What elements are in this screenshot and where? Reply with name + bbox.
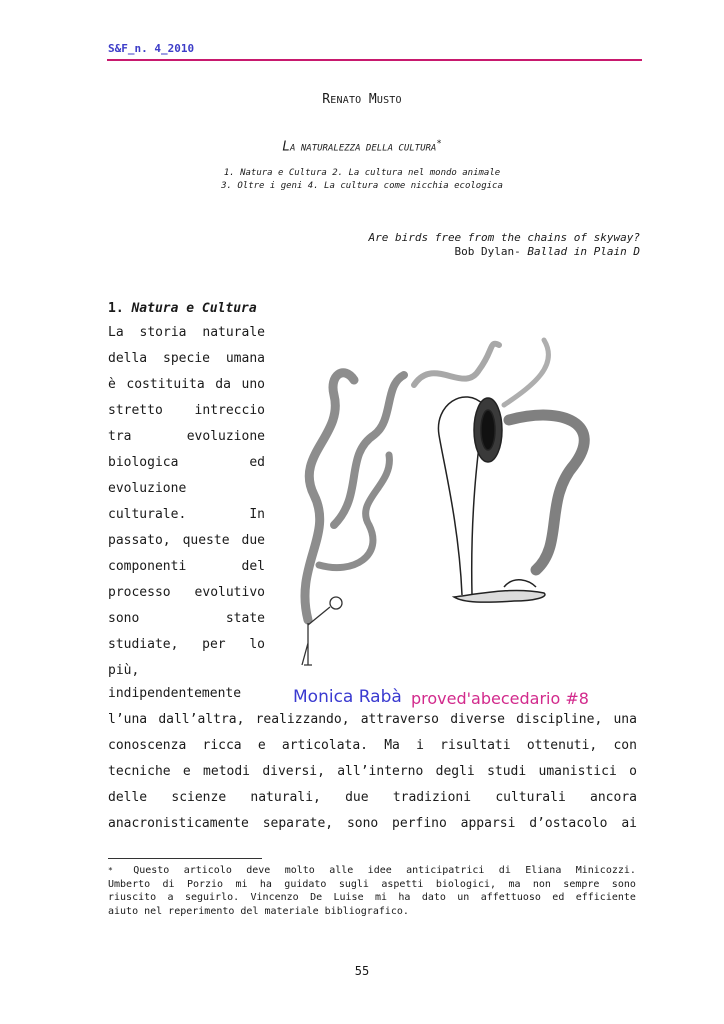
text-line [108,611,265,631]
word: De [310,892,323,903]
word: mi [235,878,248,890]
word: processo [108,585,171,600]
word: studiate, [108,637,179,652]
word: i [416,738,424,753]
page-number: 55 [354,964,370,978]
word: biologica [108,455,179,470]
word: Questo [133,865,170,876]
word: risultati [440,738,511,753]
word: più, [108,663,140,678]
word: e [182,764,191,779]
footnote-line [108,864,636,878]
word: sono [108,611,140,626]
word: bibliografico. [324,905,409,917]
footnote-mark: * [108,866,113,875]
word: tradizioni [392,790,472,805]
word: mi [374,892,388,903]
table-of-contents-line: 3. Oltre i geni 4. La cultura come nicchia ecologica [221,181,503,191]
word: indipendentemente [108,686,242,701]
word: conoscenza [108,738,187,753]
word: dato [421,892,446,903]
table-of-contents-line: 1. Natura e Cultura 2. La cultura nel mondo animale [223,168,501,178]
word: tecniche [108,764,171,779]
author-last-name: USTO [376,95,402,106]
artwork-illustration [274,325,608,685]
word: Vincenzo [250,892,299,903]
word: alle [329,865,354,876]
section-number: 1. [108,301,124,316]
epigraph-work: Ballad in Plain D [527,245,640,258]
word: ottenuti, [526,738,598,753]
text-line [108,533,265,553]
word: specie [163,351,210,366]
word: un [457,892,470,903]
word: all’interno [337,764,424,779]
word: d’ostacolo [529,816,608,831]
word: è [108,377,116,392]
word: una [613,712,637,727]
word: ha [398,892,411,903]
word: non [532,878,551,890]
epigraph-attribution [455,245,640,258]
word: molto [284,865,315,876]
text-line [108,351,265,371]
word: naturale [202,325,265,340]
text-line [108,481,265,501]
word: della [108,351,148,366]
word: metodi [203,764,251,779]
word: ha [259,878,272,890]
word: passato, [108,533,171,548]
word: evoluzione [108,481,187,496]
funnel-opening [481,410,495,450]
author-initial-first: R [322,92,331,107]
word: La [108,325,124,340]
word: sono [346,816,379,831]
word: o [629,764,637,779]
footnote-line [108,905,636,919]
text-line [108,403,265,423]
text-line [108,738,637,758]
word: Umberto [108,878,151,890]
word: e [257,738,266,753]
word: ed [552,892,565,903]
title-footnote-mark: * [436,139,442,149]
word: dall’altra, [158,712,245,727]
text-line [108,325,265,345]
epigraph-quote: Are birds free from the chains of skyway? [368,231,640,244]
word: articolo [183,865,232,876]
header-rule [107,59,642,61]
word: apparsi [460,816,516,831]
word: con [613,738,637,753]
text-line [108,377,265,397]
epigraph-author: Bob Dylan- [454,245,528,258]
text-line [108,455,265,475]
text-line [108,429,265,449]
word: costituita [126,377,205,392]
word: storia [139,325,187,340]
word: delle [108,790,148,805]
text-line [108,637,265,657]
word: efficiente [575,892,636,903]
word: di [498,865,511,876]
word: seguirlo. [184,892,240,903]
word: da [215,377,231,392]
word: l’una [108,712,148,727]
text-line [108,816,637,836]
word: perfino [392,816,447,831]
word: tra [108,429,132,444]
article-title [0,139,724,154]
word: sempre [563,878,600,890]
word: degli [435,764,475,779]
word: discipline, [516,712,603,727]
word: state [225,611,265,626]
word: materiale [264,905,319,917]
section-title: Natura e Cultura [131,301,257,316]
artist-name: Monica Rabà [293,687,402,707]
word: aiuto [108,905,139,917]
word: intreccio [194,403,265,418]
word: due [345,790,369,805]
word: nel [144,905,163,917]
word: di [162,878,175,890]
text-line [108,585,265,605]
word: articolata. [281,738,368,753]
footnote-rule [108,858,262,859]
word: scienze [171,790,227,805]
word: Porzio [186,878,224,890]
word: ai [621,816,637,831]
author-initial-last: M [368,92,377,107]
text-line [108,712,637,732]
word: riuscito [108,892,157,903]
word: umana [225,351,265,366]
word: biologici, [435,878,497,890]
word: del [240,905,259,917]
word: affettuoso [480,892,541,903]
title-text: A NATURALEZZA DELLA CULTURA [290,143,437,154]
word: Minicozzi. [575,865,636,876]
word: idee [367,865,392,876]
word: reperimento [168,905,235,917]
word: lo [249,637,265,652]
word: Luise [333,892,364,903]
word: ed [249,455,265,470]
word: componenti [108,559,187,574]
journal-header: S&F_n. 4_2010 [108,42,195,55]
word: stretto [108,403,163,418]
word: evoluzione [186,429,265,444]
word: Ma [384,738,400,753]
word: ricca [202,738,242,753]
word: del [241,559,265,574]
word: ancora [590,790,637,805]
word: In [249,507,265,522]
author-first-name: ENATO [330,95,362,106]
word: guidato [284,878,327,890]
word: anticipatrici [406,865,485,876]
text-line [108,559,265,579]
word: anacronisticamente [108,816,249,831]
word: studi [487,764,527,779]
footnote-line [108,891,636,905]
word: queste [182,533,230,548]
artwork-caption: proved'abecedario #8 [411,689,589,708]
word: umanistici [538,764,617,779]
footnote-line [108,878,636,892]
text-line [108,663,265,683]
word: sugli [338,878,369,890]
word: culturali [495,790,566,805]
article-author [0,92,724,107]
word: aspetti [381,878,424,890]
word: diversi, [262,764,325,779]
word: deve [246,865,271,876]
text-line [108,507,265,527]
word: ma [508,878,521,890]
word: evolutivo [194,585,265,600]
word: due [241,533,265,548]
section-heading [108,301,257,316]
word: per [202,637,226,652]
text-line [108,790,637,810]
word: Eliana [525,865,562,876]
text-line [108,686,265,706]
word: sono [611,878,636,890]
word: naturali, [250,790,321,805]
title-initial: L [282,139,291,155]
word: attraverso [360,712,439,727]
word: separate, [262,816,334,831]
word: realizzando, [255,712,350,727]
word: uno [241,377,265,392]
word: culturale. [108,507,187,522]
word: a [167,892,174,903]
text-line [108,764,637,784]
word: diverse [450,712,505,727]
